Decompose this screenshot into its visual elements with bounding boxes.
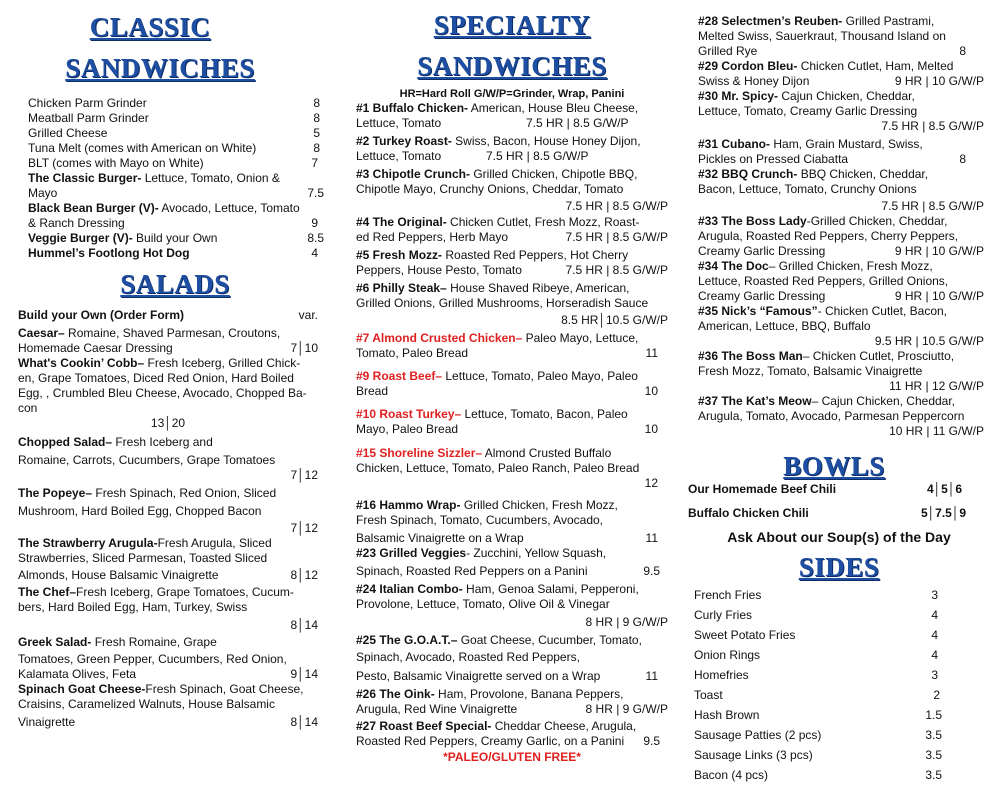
side-item: Homefries 3 xyxy=(694,668,938,682)
sides-list xyxy=(694,585,944,785)
item-36: #36 The Boss Man– Chicken Cutlet, Prosciutto, xyxy=(698,349,955,363)
item-35: #35 Nick’s “Famous”- Chicken Cutlet, Bacon, xyxy=(698,304,948,318)
specialty-heading-2: SANDWICHES xyxy=(417,51,607,81)
column-middle xyxy=(356,0,668,765)
classic-heading-1: CLASSIC xyxy=(89,12,211,42)
black-bean-burger: Black Bean Burger (V)- Avocado, Lettuce, Tomato xyxy=(28,201,300,215)
classic-item: BLT (comes with Mayo on White) 7 xyxy=(28,156,318,170)
side-item: Bacon (4 pcs) 3.5 xyxy=(694,768,942,782)
classic-item: Tuna Melt (comes with American on White) 8 xyxy=(28,141,320,155)
column-right xyxy=(688,0,984,785)
classic-item: Chicken Parm Grinder 8 xyxy=(28,96,320,110)
item-16: #16 Hammo Wrap- Grilled Chicken, Fresh Mozz, xyxy=(356,498,618,512)
side-item: Sweet Potato Fries 4 xyxy=(694,628,938,642)
side-item: Sausage Patties (2 pcs) 3.5 xyxy=(694,728,942,742)
salad-byo: Build your Own (Order Form) var. xyxy=(18,308,318,322)
salad-spinach-goat: Spinach Goat Cheese-Fresh Spinach, Goat Cheese, xyxy=(18,682,304,696)
side-item: Hash Brown 1.5 xyxy=(694,708,942,722)
item-28: #28 Selectmen’s Reuben- Grilled Pastrami, xyxy=(698,14,935,28)
salad-chopped: Chopped Salad– Fresh Iceberg and xyxy=(18,435,213,449)
item-5: #5 Fresh Mozz- Roasted Red Peppers, Hot Cherry xyxy=(356,248,629,262)
bowls-list xyxy=(688,482,984,521)
item-4: #4 The Original- Chicken Cutlet, Fresh Mozz, Roast- xyxy=(356,215,640,229)
item-27: #27 Roast Beef Special- Cheddar Cheese, Arugula, xyxy=(356,719,637,733)
item-26: #26 The Oink- Ham, Provolone, Banana Peppers, xyxy=(356,687,624,701)
column-left xyxy=(18,0,330,730)
item-29: #29 Cordon Bleu- Chicken Cutlet, Ham, Melted xyxy=(698,59,954,73)
item-31: #31 Cubano- Ham, Grain Mustard, Swiss, xyxy=(698,137,923,151)
item-15: #15 Shoreline Sizzler– Almond Crusted Buffalo xyxy=(356,446,612,460)
item-7: #7 Almond Crusted Chicken– Paleo Mayo, Lettuce, xyxy=(356,331,639,345)
item-3: #3 Chipotle Crunch- Grilled Chicken, Chipotle BBQ, xyxy=(356,167,638,181)
salad-caesar: Caesar– Romaine, Shaved Parmesan, Croutons, xyxy=(18,326,281,340)
classic-item: Meatball Parm Grinder 8 xyxy=(28,111,320,125)
salad-chef: The Chef–Fresh Iceberg, Grape Tomatoes, Cucum- xyxy=(18,585,294,599)
classic-item: Grilled Cheese 5 xyxy=(28,126,320,140)
specialty-list: #1 Buffalo Chicken- American, House Bleu Cheese, Lettuce, Tomato 7.5 HR | 8.5 G/W/P #2 Turkey Roast- Swiss, Bacon, House Honey Dijon, Lettuce, Tomato 7.5 HR | 8.5 G/W/P #3 Chipotle Crunch- Grilled Chicken, Chipotle BBQ, Chipotle Mayo, Crunchy Onions, Cheddar, Tomato 7.5 HR | 8.5 G/W/P #4 The Original- Chicken Cutlet, Fresh Mozz, Roast- ed Red Peppers, Herb Mayo 7.5 HR | 8.5 G/W/P #5 Fresh Mozz- Roasted Red Peppers, Hot Cherry Peppers, House Pesto, Tomato 7.5 HR | 8.5 G/W/P #6 Philly Steak– House Shaved Ribeye, American, Grilled Onions, Grilled Mushrooms, Horseradish Sauce 8.5 HR│10.5 G/W/P #7 Almond Crusted Chicken– Paleo Mayo, Lettuce, Tomato, Paleo Bread 11 #9 Roast Beef– Lettuce, Tomato, Paleo Mayo, Paleo Bread 10 #10 Roast Turkey– Lettuce, Tomato, Bacon, Paleo Mayo, Paleo Bread 10 #15 Shoreline Sizzler– Almond Crusted Buffalo Chicken, Lettuce, Tomato, Paleo Ranch, Paleo Bread 12 #16 Hammo Wrap- Grilled Chicken, Fresh Mozz, Fresh Spinach, Tomato, Cucumbers, Avocado, Balsamic Vinaigrette on a Wrap 11 #23 Grilled Veggies- Zucchini, Yellow Squash, Spinach, Roasted Red Peppers on a Panini 9.5 #24 Italian Combo- Ham, Genoa Salami, Pepperoni, Provolone, Lettuce, Tomato, Olive Oil & Vinegar 8 HR | 9 G/W/P #25 The G.O.A.T.– Goat Cheese, Cucumber, Tomato, Spinach, Avocado, Roasted Red Peppers, Pesto, Balsamic Vinaigrette served on a Wrap 11 #26 The Oink- Ham, Provolone, Banana Peppers, Arugula, Red Wine Vinaigrette 8 HR | 9 G/W/P #27 Roast Beef Special- Cheddar Cheese, Arugula, Roasted Red Peppers, Creamy Garlic, on a Panini 9.5 *PALEO/GLUTEN FREE* xyxy=(356,101,668,764)
classic-burger: The Classic Burger- Lettuce, Tomato, Onion & xyxy=(28,171,280,185)
item-32: #32 BBQ Crunch- BBQ Chicken, Cheddar, xyxy=(698,167,929,181)
hot-dog: Hummel’s Footlong Hot Dog 4 xyxy=(28,246,318,260)
item-34: #34 The Doc– Grilled Chicken, Fresh Mozz, xyxy=(698,259,933,273)
specialty-heading-1: SPECIALTY xyxy=(433,10,591,40)
side-item: Curly Fries 4 xyxy=(694,608,938,622)
side-item: French Fries 3 xyxy=(694,588,938,602)
side-item: Toast 2 xyxy=(694,688,940,702)
bowls-heading: BOWLS xyxy=(783,451,885,481)
item-6: #6 Philly Steak– House Shaved Ribeye, American, xyxy=(356,281,630,295)
paleo-footer: *PALEO/GLUTEN FREE* xyxy=(443,750,581,764)
specialty-list-continued: #28 Selectmen’s Reuben- Grilled Pastrami, Melted Swiss, Sauerkraut, Thousand Island on Grilled Rye 8 #29 Cordon Bleu- Chicken Cutlet, Ham, Melted Swiss & Honey Dijon 9 HR | 10 G/W/P #30 Mr. Spicy- Cajun Chicken, Cheddar, Lettuce, Tomato, Creamy Garlic Dressing 7.5 HR | 8.5 G/W/P #31 Cubano- Ham, Grain Mustard, Swiss, Pickles on Pressed Ciabatta 8 #32 BBQ Crunch- BBQ Chicken, Cheddar, Bacon, Lettuce, Tomato, Crunchy Onions 7.5 HR | 8.5 G/W/P #33 The Boss Lady-Grilled Chicken, Cheddar, Arugula, Roasted Red Peppers, Cherry Peppers, Creamy Garlic Dressing 9 HR | 10 G/W/P #34 The Doc– Grilled Chicken, Fresh Mozz, Lettuce, Roasted Red Peppers, Grilled Onions, Creamy Garlic Dressing 9 HR | 10 G/W/P #35 Nick’s “Famous”- Chicken Cutlet, Bacon, American, Lettuce, BBQ, Buffalo 9.5 HR | 10.5 G/W/P #36 The Boss Man– Chicken Cutlet, Prosciutto, Fresh Mozz, Tomato, Balsamic Vinaigrette 11 HR | 12 G/W/P #37 The Kat’s Meow– Cajun Chicken, Cheddar, Arugula, Tomato, Avocado, Parmesan Peppercorn 10 HR | 11 G/W/P xyxy=(698,14,984,438)
item-25: #25 The G.O.A.T.– Goat Cheese, Cucumber, Tomato, xyxy=(356,633,642,647)
sides-heading: SIDES xyxy=(798,552,880,582)
veggie-burger: Veggie Burger (V)- Build your Own 8.5 xyxy=(28,231,324,245)
bowl-item: Our Homemade Beef Chili 4│5│6 xyxy=(688,482,962,496)
soup-of-the-day: Ask About our Soup(s) of the Day xyxy=(727,529,951,545)
item-37: #37 The Kat’s Meow– Cajun Chicken, Cheddar, xyxy=(698,394,956,408)
classic-heading-2: SANDWICHES xyxy=(65,53,255,83)
item-1: #1 Buffalo Chicken- American, House Bleu Cheese, xyxy=(356,101,639,115)
classic-list: Chicken Parm Grinder 8 Meatball Parm Grinder 8 Grilled Cheese 5 Tuna Melt (comes with American on White) 8 BLT (comes with Mayo on White) 7 The Classic Burger- Lettuce, Tomato, Onion & Mayo 7.5 Black Bean Burger (V)- Avocado, Lettuce, Tomato & Ranch Dressing 9 Veggie Burger (V)- Build your Own 8.5 Hummel’s Footlong Hot Dog 4 xyxy=(18,96,328,261)
side-item: Sausage Links (3 pcs) 3.5 xyxy=(694,748,942,762)
bowl-item: Buffalo Chicken Chili 5│7.5│9 xyxy=(688,506,966,520)
salads-heading: SALADS xyxy=(120,269,230,299)
salad-cobb: What's Cookin’ Cobb– Fresh Iceberg, Grilled Chick- xyxy=(18,356,301,370)
side-item: Onion Rings 4 xyxy=(694,648,938,662)
salad-greek: Greek Salad- Fresh Romaine, Grape xyxy=(18,635,217,649)
item-30: #30 Mr. Spicy- Cajun Chicken, Cheddar, xyxy=(698,89,915,103)
salads-list: Build your Own (Order Form) var. Caesar– Romaine, Shaved Parmesan, Croutons, Homemade Caesar Dressing 7│10 What's Cookin’ Cobb– Fresh Iceberg, Grilled Chick- en, Grape Tomatoes, Diced Red Onion, Hard Boiled Egg, , Crumbled Bleu Cheese, Avocado, Chopped Ba- con 13│20 Chopped Salad– Fresh Iceberg and Romaine, Carrots, Cucumbers, Grape Tomatoes 7│12 The Popeye– Fresh Spinach, Red Onion, Sliced Mushroom, Hard Boiled Egg, Chopped Bacon 7│12 The Strawberry Arugula-Fresh Arugula, Sliced Strawberries, Sliced Parmesan, Toasted Sliced Almonds, House Balsamic Vinaigrette 8│12 The Chef–Fresh Iceberg, Grape Tomatoes, Cucum- bers, Hard Boiled Egg, Ham, Turkey, Swiss 8│14 Greek Salad- Fresh Romaine, Grape Tomatoes, Green Pepper, Cucumbers, Red Onion, Kalamata Olives, Feta 9│14 Spinach Goat Cheese-Fresh Spinach, Goat Cheese, Craisins, Caramelized Walnuts, House Balsamic Vinaigrette 8│14 xyxy=(18,308,318,729)
item-9: #9 Roast Beef– Lettuce, Tomato, Paleo Mayo, Paleo xyxy=(356,369,638,383)
item-24: #24 Italian Combo- Ham, Genoa Salami, Pepperoni, xyxy=(356,582,639,596)
salad-strawberry: The Strawberry Arugula-Fresh Arugula, Sliced xyxy=(18,536,272,550)
item-33: #33 The Boss Lady-Grilled Chicken, Cheddar, xyxy=(698,214,948,228)
item-2: #2 Turkey Roast- Swiss, Bacon, House Honey Dijon, xyxy=(356,134,641,148)
salad-popeye: The Popeye– Fresh Spinach, Red Onion, Sliced xyxy=(18,486,277,500)
specialty-legend: HR=Hard Roll G/W/P=Grinder, Wrap, Panini xyxy=(399,88,625,100)
item-10: #10 Roast Turkey– Lettuce, Tomato, Bacon, Paleo xyxy=(356,407,628,421)
item-23: #23 Grilled Veggies- Zucchini, Yellow Squash, xyxy=(356,546,607,560)
